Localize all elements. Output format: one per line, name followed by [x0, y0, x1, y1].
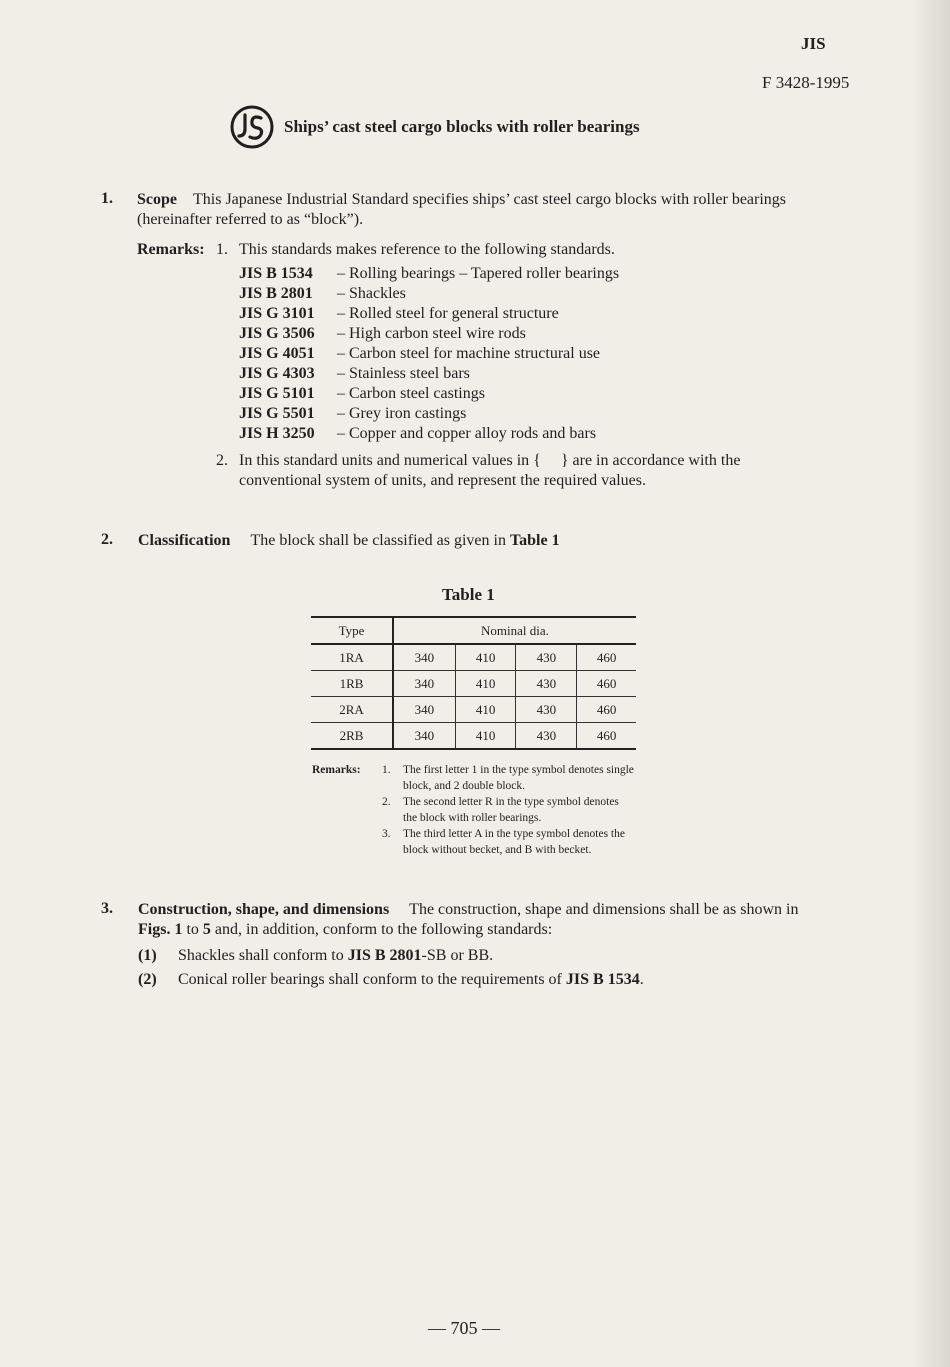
- section-2-text: The block shall be classified as given in: [250, 532, 506, 549]
- value-cell: 410: [455, 697, 516, 723]
- standard-item: JIS H 3250 – Copper and copper alloy rods and bars: [239, 425, 597, 442]
- table-row: [311, 671, 636, 697]
- page-number: — 705 —: [428, 1318, 500, 1338]
- value-cell: 430: [516, 671, 577, 697]
- section-1-text-1: This Japanese Industrial Standard specifies ships’ cast steel cargo blocks with roller bearings: [193, 191, 787, 208]
- standard-code: JIS: [801, 34, 826, 53]
- value-cell: 340: [393, 644, 455, 671]
- section-3-text-2: and, in addition, conform to the following standards:: [214, 921, 553, 938]
- value-cell: 410: [455, 723, 516, 750]
- standard-item: JIS G 3506 – High carbon steel wire rods: [239, 325, 526, 342]
- item-1-text: Shackles shall conform to JIS B 2801-SB or BB.: [178, 947, 494, 964]
- jis-mark-icon: [228, 103, 276, 151]
- figs-reference-end: 5: [202, 921, 211, 938]
- type-cell: 2RB: [311, 723, 393, 750]
- section-3-number: 3.: [101, 900, 113, 917]
- table-1: [311, 616, 636, 750]
- section-1-number: 1.: [101, 190, 113, 207]
- section-3-line-1: [138, 900, 798, 920]
- table-row: [311, 644, 636, 671]
- table-row: [311, 723, 636, 750]
- standard-item: JIS B 1534 – Rolling bearings – Tapered roller bearings: [239, 265, 620, 282]
- type-cell: 1RB: [311, 671, 393, 697]
- remark-2-text-2: conventional system of units, and represent the required values.: [239, 472, 646, 489]
- value-cell: 340: [393, 723, 455, 750]
- table-remark-2: 2. The second letter R in the type symbol denotes: [382, 796, 619, 808]
- column-header-nominal-dia: Nominal dia.: [393, 617, 636, 644]
- page-edge-shadow: [910, 0, 950, 1367]
- document-title: Ships’ cast steel cargo blocks with roller bearings: [284, 117, 640, 136]
- document-title-block: [228, 103, 640, 151]
- standard-item: JIS G 3101 – Rolled steel for general structure: [239, 305, 559, 322]
- item-2-number: (2): [138, 971, 157, 988]
- figs-reference: Figs. 1: [138, 921, 183, 938]
- remark-1-number: 1.: [216, 241, 228, 258]
- value-cell: 460: [577, 671, 636, 697]
- remark-1-text: This standards makes reference to the following standards.: [239, 241, 615, 258]
- table-1-title: Table 1: [442, 585, 495, 604]
- standard-item: JIS G 5101 – Carbon steel castings: [239, 385, 485, 402]
- table-row: [311, 697, 636, 723]
- section-2-heading: Classification: [138, 532, 231, 549]
- section-3-text-1: The construction, shape and dimensions shall be as shown in: [409, 901, 799, 918]
- table-remark-1: 1. The first letter 1 in the type symbol denotes single: [382, 764, 634, 776]
- section-1-line-1: [137, 190, 786, 210]
- value-cell: 340: [393, 697, 455, 723]
- standard-item: JIS B 2801 – Shackles: [239, 285, 406, 302]
- value-cell: 410: [455, 644, 516, 671]
- type-cell: 1RA: [311, 644, 393, 671]
- remarks-label: Remarks:: [137, 241, 205, 258]
- table-1-reference: Table 1: [509, 532, 560, 549]
- value-cell: 460: [577, 723, 636, 750]
- remark-2-number: 2.: [216, 452, 228, 469]
- value-cell: 460: [577, 644, 636, 671]
- value-cell: 340: [393, 671, 455, 697]
- table-remark-2-cont: the block with roller bearings.: [403, 812, 542, 824]
- standard-number: F 3428-1995: [762, 73, 850, 92]
- table-remark-1-cont: block, and 2 double block.: [403, 780, 526, 792]
- standard-item: JIS G 4051 – Carbon steel for machine structural use: [239, 345, 601, 362]
- section-2-number: 2.: [101, 531, 113, 548]
- item-1-number: (1): [138, 947, 157, 964]
- standard-item: JIS G 5501 – Grey iron castings: [239, 405, 467, 422]
- table-remark-3-cont: block without becket, and B with becket.: [403, 844, 592, 856]
- value-cell: 410: [455, 671, 516, 697]
- section-1-heading: Scope: [137, 191, 177, 208]
- type-cell: 2RA: [311, 697, 393, 723]
- value-cell: 430: [516, 697, 577, 723]
- value-cell: 430: [516, 644, 577, 671]
- section-2-line: [138, 531, 560, 551]
- table-remarks-label: Remarks:: [312, 764, 361, 776]
- table-remark-3: 3. The third letter A in the type symbol denotes the: [382, 828, 625, 840]
- section-3-line-2: [138, 920, 552, 940]
- section-3-heading: Construction, shape, and dimensions: [138, 901, 390, 918]
- value-cell: 430: [516, 723, 577, 750]
- remark-2-text-1: In this standard units and numerical values in { } are in accordance with the: [239, 452, 741, 469]
- table-header-row: [311, 617, 636, 644]
- section-1-text-2: (hereinafter referred to as “block”).: [137, 211, 364, 228]
- value-cell: 460: [577, 697, 636, 723]
- column-header-type: Type: [311, 617, 393, 644]
- to-word: to: [186, 921, 199, 938]
- item-2-text: Conical roller bearings shall conform to the requirements of JIS B 1534.: [178, 971, 644, 988]
- referenced-standards-list: [239, 264, 619, 444]
- standard-item: JIS G 4303 – Stainless steel bars: [239, 365, 470, 382]
